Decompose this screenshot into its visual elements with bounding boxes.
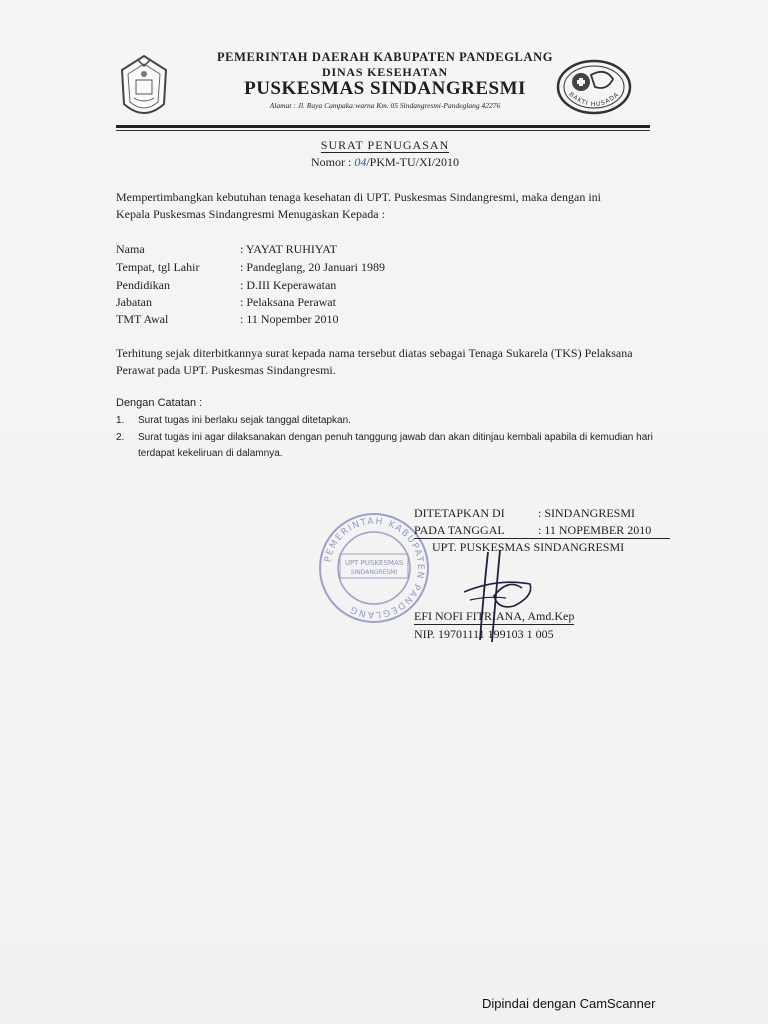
intro-paragraph: Mempertimbangkan kebutuhan tenaga kesehatan di UPT. Puskesmas Sindangresmi, maka dengan ini Kepala Puskesmas Sindangresmi Menugaskan Kepada : (116, 190, 601, 221)
number-handwritten: 04 (354, 155, 367, 169)
scanner-watermark: Dipindai dengan CamScanner (482, 996, 656, 1011)
date-row (414, 523, 670, 539)
detail-label: Tempat, tgl Lahir (116, 260, 200, 274)
stamp-ring-text: PEMERINTAH KABUPATEN PANDEGLANG (323, 516, 426, 620)
statement-paragraph: Terhitung sejak diterbitkannya surat kepada nama tersebut diatas sebagai Tenaga Sukarela (TKS) Pelaksana Perawat pada UPT. Puskesmas Sindangresmi. (116, 346, 633, 377)
letter-title-text: SURAT PENUGASAN (320, 138, 450, 152)
stamp-center-line2: SINDANGRESMI (350, 569, 398, 576)
signatory-name: EFI NOFI FITRIANA, Amd.Kep (414, 609, 575, 623)
note-item (116, 413, 676, 429)
address-line: Alamat : Jl. Raya Campaka:warna Km. 05 Sindangresmi-Pandeglang 42276 (269, 101, 501, 110)
detail-value: : YAYAT RUHIYAT (240, 242, 337, 256)
detail-label: Jabatan (116, 295, 152, 309)
letterhead-rule-thick (116, 125, 650, 128)
note-number: 2. (116, 432, 125, 443)
detail-label: Nama (116, 242, 145, 256)
note-number: 1. (116, 415, 125, 426)
letterhead-rule-thin (116, 130, 650, 131)
letter-number (200, 155, 570, 170)
signing-office: UPT. PUSKESMAS SINDANGRESMI (432, 540, 625, 554)
letter-title (200, 138, 570, 153)
notes-heading: Dengan Catatan : (116, 397, 203, 409)
detail-value: : Pandeglang, 20 Januari 1989 (240, 260, 385, 274)
signatory-nip: NIP. 19701111 199103 1 005 (414, 627, 554, 641)
issued-at-label: DITETAPKAN DI (414, 506, 505, 520)
note-text: Surat tugas ini agar dilaksanakan dengan penuh tanggung jawab dan akan ditinjau kembali apabila di kemudian hari terdapat kekeliruan di dalamnya. (138, 432, 653, 459)
issued-at-row (414, 506, 636, 521)
department-name: DINAS KESEHATAN (322, 65, 448, 79)
date-label: PADA TANGGAL (414, 523, 505, 537)
detail-value: : D.III Keperawatan (240, 278, 337, 292)
detail-value: : 11 Nopember 2010 (240, 312, 339, 326)
stamp-center-line1: UPT PUSKESMAS (344, 559, 404, 567)
institution-name: PUSKESMAS SINDANGRESMI (244, 78, 526, 99)
detail-label: TMT Awal (116, 312, 169, 326)
svg-text:BAKTI HUSADA (567, 91, 620, 108)
note-text: Surat tugas ini berlaku sejak tanggal ditetapkan. (138, 415, 351, 426)
bakti-husada-text: BAKTI HUSADA (567, 90, 621, 109)
detail-value: : Pelaksana Perawat (240, 295, 336, 309)
date-value: : 11 NOPEMBER 2010 (538, 523, 652, 537)
government-name: PEMERINTAH DAERAH KABUPATEN PANDEGLANG (216, 50, 554, 64)
number-prefix: Nomor : (310, 155, 352, 169)
regency-emblem-icon (116, 52, 172, 124)
issued-at-value: : SINDANGRESMI (538, 506, 636, 520)
detail-label: Pendidikan (116, 278, 170, 292)
number-suffix: /PKM-TU/XI/2010 (366, 155, 459, 169)
note-item (116, 430, 676, 462)
